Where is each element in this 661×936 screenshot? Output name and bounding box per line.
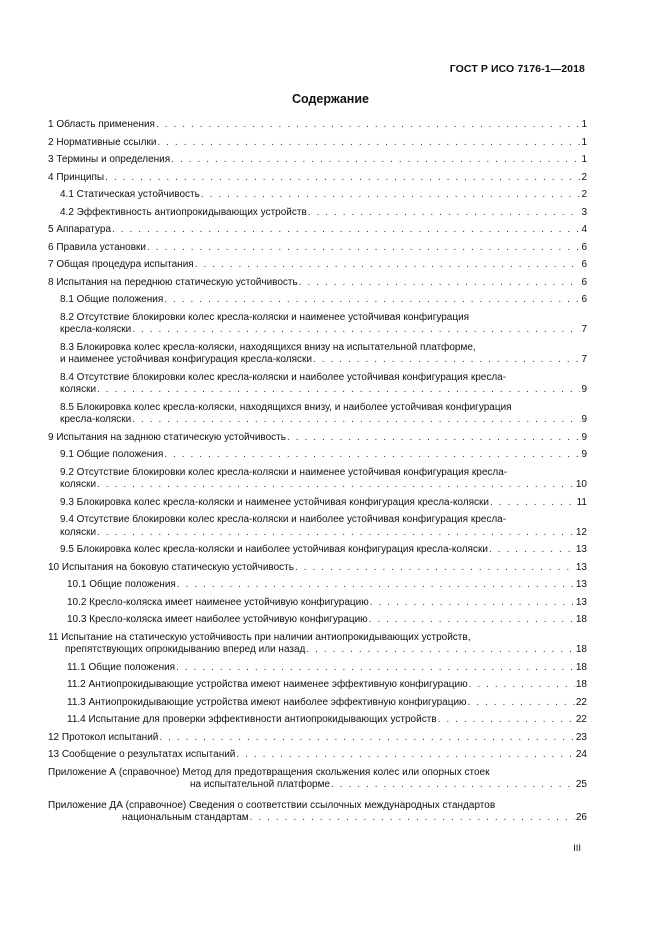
toc-entry-label: 10.2 Кресло-коляска имеет наименее устойчивую конфигурацию [67,596,369,608]
toc-entry[interactable] [48,242,587,255]
toc-entry-label: 4.2 Эффективность антиопрокидывающих устройств [60,206,307,218]
dot-leader [468,697,575,710]
toc-page-number: 10 [575,479,587,490]
toc-entry[interactable] [48,562,587,575]
toc-entry-label: 7 Общая процедура испытания [48,259,194,270]
toc-entry[interactable] [48,224,587,237]
toc-entry[interactable] [48,662,587,675]
appendix-page-number: 25 [575,779,587,790]
toc-entry[interactable] [48,189,587,202]
toc-page-number: 12 [575,526,587,538]
toc-entry-label: 10.3 Кресло-коляска имеет наиболее устойчивую конфигурацию [67,614,368,625]
toc-entry-label: 4 Принципы [48,171,105,183]
toc-entry-label: 2 Нормативные ссылки [48,136,157,148]
toc-entry[interactable] [48,137,587,150]
toc-page-number: 6 [581,259,587,270]
toc-entry-label: 9.3 Блокировка колес кресла-коляски и наименее устойчивая конфигурация кресла-коляски [60,496,489,508]
toc-page-number: 7 [581,354,587,365]
toc-entry[interactable] [48,154,587,167]
toc-page-number: 13 [575,579,587,590]
appendix-label: Приложение А (справочное) Метод для предотвращения скольжения колес или опорных стоек [48,766,490,778]
toc-page-number: 13 [575,596,587,608]
toc-entry-label-continued: коляски [60,526,97,538]
toc-entry[interactable] [48,632,587,657]
toc-page-number: 2 [581,189,587,200]
toc-entry[interactable] [48,294,587,307]
toc-page-number: 22 [575,714,587,725]
toc-entry-label: 11.2 Антиопрокидывающие устройства имеют наименее эффективную конфигурацию [67,679,468,690]
dot-leader [195,259,581,272]
toc-entry[interactable] [48,749,587,762]
dot-leader [369,614,575,627]
toc-entry-label: 8.4 Отсутствие блокировки колес кресла-коляски и наиболее устойчивая конфигурация кресла- [60,371,507,383]
toc-entry-label-continued: кресла-коляски [60,324,132,335]
toc-page-number: 9 [581,449,587,460]
toc-entry-label: 11.1 Общие положения [67,661,176,673]
dot-leader [164,294,580,307]
toc-entry-label: 10.1 Общие положения [67,579,176,590]
dot-leader [469,679,575,692]
dot-leader [97,384,580,397]
dot-leader [97,479,575,492]
dot-leader [156,119,580,132]
toc-entry[interactable] [48,119,587,132]
page-number: III [573,843,581,854]
dot-leader [295,562,575,575]
toc-page-number: 9 [581,431,587,443]
toc-entry-label: 8.2 Отсутствие блокировки колес кресла-коляски и наименее устойчивая конфигурация [60,311,470,323]
toc-entry-label-continued: препятствующих опрокидыванию вперед или назад [65,644,306,655]
toc-page-number: 18 [575,644,587,655]
toc-entry-label: 9.1 Общие положения [60,449,164,460]
toc-entry-label-continued: коляски [60,479,97,490]
dot-leader [299,277,581,290]
toc-entry-label: 9.5 Блокировка колес кресла-коляски и наиболее устойчивая конфигурация кресла-коляски [60,544,488,555]
toc-entry[interactable] [48,207,587,220]
toc-entry[interactable] [48,449,587,462]
dot-leader [132,414,580,427]
toc-entry-label-continued: кресла-коляски [60,414,132,425]
toc-entry[interactable] [48,544,587,557]
dot-leader [250,812,575,825]
dot-leader [489,544,575,557]
toc-page-number: 4 [581,224,587,235]
toc-entry-label: 10 Испытания на боковую статическую устойчивость [48,561,294,573]
toc-entry[interactable] [48,579,587,592]
dot-leader [147,242,580,255]
toc-entry[interactable] [48,432,587,445]
toc-entry-label: 11.4 Испытание для проверки эффективности антиопрокидывающих устройств [67,714,437,725]
dot-leader [331,779,575,792]
toc-entry[interactable] [48,697,587,710]
toc-page-number: 18 [575,661,587,673]
toc-entry-label: 11.3 Антиопрокидывающие устройства имеют наиболее эффективную конфигурацию [67,696,467,708]
toc-entry-label: 5 Аппаратура [48,224,112,235]
toc-entry-label-continued: коляски [60,384,97,395]
page-title: Содержание [291,92,369,106]
toc-page-number: 18 [575,614,587,625]
toc-entry-label: 9 Испытания на заднюю статическую устойчивость [48,431,286,443]
dot-leader [370,597,575,610]
toc-entry-label: 9.4 Отсутствие блокировки колес кресла-коляски и наиболее устойчивая конфигурация кресла- [60,514,507,525]
toc-entry[interactable] [48,514,587,539]
dot-leader [306,644,574,657]
toc-page-number: 3 [581,206,587,218]
toc-entry[interactable] [48,467,587,492]
toc-page-number: 7 [581,324,587,335]
toc-page-number: 6 [581,294,587,305]
toc-entry[interactable] [48,312,587,337]
appendix-label: Приложение ДА (справочное) Сведения о соответствии ссылочных международных стандартов [48,799,496,811]
toc-entry[interactable] [48,277,587,290]
toc-entry[interactable] [48,402,587,427]
table-of-contents [48,119,587,833]
appendix-page-number: 26 [575,812,587,823]
toc-entry-label: 4.1 Статическая устойчивость [60,189,200,200]
dot-leader [164,449,580,462]
toc-entry[interactable] [48,172,587,185]
dot-leader [313,354,580,367]
toc-entry[interactable] [48,679,587,692]
appendix-entry[interactable] [48,767,587,792]
toc-page-number: 23 [575,731,587,743]
toc-entry-label: 9.2 Отсутствие блокировки колес кресла-коляски и наименее устойчивая конфигурация кресла- [60,466,508,478]
toc-entry-label: 1 Область применения [48,119,155,130]
toc-entry-label: 8.1 Общие положения [60,294,164,305]
toc-entry-label: 8 Испытания на переднюю статическую устойчивость [48,276,298,288]
toc-entry-label-continued: и наименее устойчивая конфигурация кресла-коляски [60,354,312,365]
dot-leader [308,207,581,220]
toc-page-number: 22 [575,696,587,708]
appendix-entry[interactable] [48,800,587,825]
toc-entry[interactable] [48,259,587,272]
toc-entry-label: 11 Испытание на статическую устойчивость при наличии антиопрокидывающих устройств, [48,631,471,643]
toc-page-number: 6 [581,241,587,253]
toc-page-number: 24 [575,749,587,760]
toc-entry-label: 8.3 Блокировка колес кресла-коляски, находящихся внизу на испытательной платформе, [60,341,476,353]
toc-entry[interactable] [48,732,587,745]
dot-leader [490,497,576,510]
dot-leader [159,732,574,745]
dot-leader [201,189,581,202]
dot-leader [97,527,575,540]
dot-leader [112,224,580,237]
toc-entry[interactable] [48,372,587,397]
toc-page-number: 1 [581,154,587,165]
toc-page-number: 1 [581,119,587,130]
dot-leader [287,432,580,445]
dot-leader [132,324,580,337]
dot-leader [105,172,580,185]
dot-leader [157,137,580,150]
toc-entry[interactable] [48,714,587,727]
appendix-label-continued: на испытательной платформе [190,779,331,790]
appendix-label-continued: национальным стандартам [122,812,249,823]
toc-page-number: 2 [581,171,587,183]
toc-page-number: 13 [575,561,587,573]
document-id: ГОСТ Р ИСО 7176-1—2018 [449,63,585,75]
toc-entry-label: 3 Термины и определения [48,154,171,165]
toc-entry[interactable] [48,597,587,610]
toc-entry[interactable] [48,614,587,627]
toc-entry-label: 13 Сообщение о результатах испытаний [48,749,236,760]
toc-entry[interactable] [48,497,587,510]
toc-page-number: 13 [575,544,587,555]
toc-entry-label: 12 Протокол испытаний [48,731,159,743]
dot-leader [171,154,580,167]
toc-entry[interactable] [48,342,587,367]
dot-leader [438,714,575,727]
toc-page-number: 6 [581,276,587,288]
toc-entry-label: 6 Правила установки [48,241,146,253]
toc-entry-label: 8.5 Блокировка колес кресла-коляски, находящихся внизу, и наиболее устойчивая конфигурация [60,401,512,413]
toc-page-number: 9 [581,414,587,425]
dot-leader [236,749,574,762]
dot-leader [177,579,575,592]
toc-page-number: 18 [575,679,587,690]
dot-leader [176,662,575,675]
toc-page-number: 9 [581,384,587,395]
toc-page-number: 1 [581,136,587,148]
toc-page-number: 11 [576,496,587,508]
